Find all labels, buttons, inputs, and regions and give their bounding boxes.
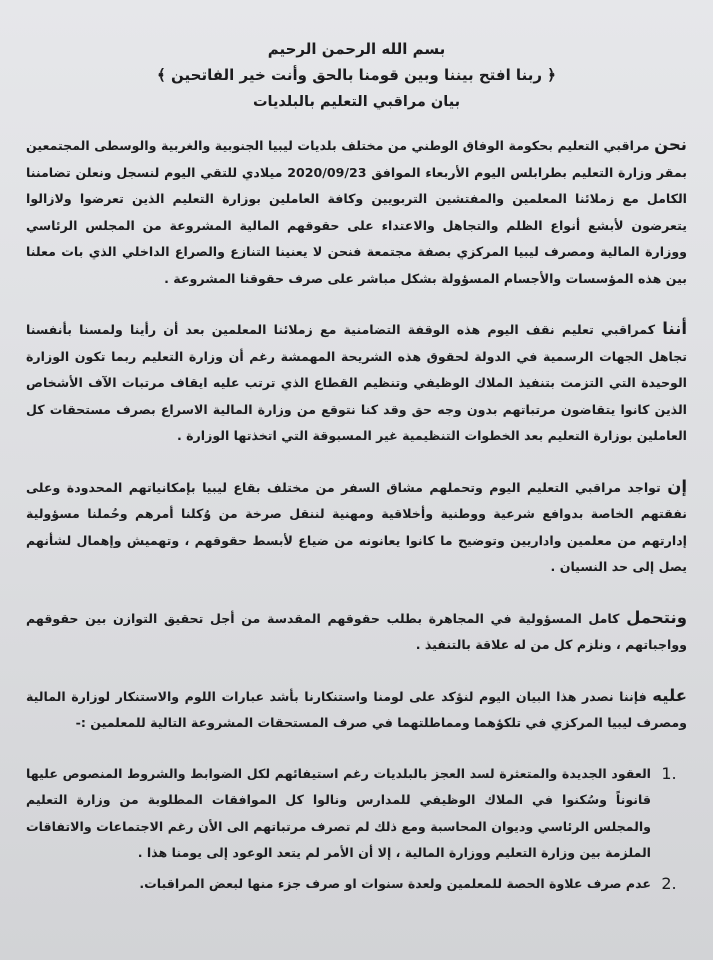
list-item [26, 871, 687, 898]
demands-list [26, 761, 687, 898]
paragraph-4 [26, 605, 687, 659]
paragraph-2 [26, 316, 687, 450]
paragraph-1-lead: نحن [654, 135, 687, 154]
paragraph-1-text: مراقبي التعليم بحكومة الوفاق الوطني من مختلف بلديات ليبيا الجنوبية والغربية والوسطى المجتمعين بمقر وزارة التعليم بطرابلس اليوم الأربعاء الموافق 2020/09/23 ميلادي للتقي اليوم لنسجل ونعلن تضامننا الكامل مع زملائنا المعلمين والمفتشين التربويين وكافة العاملين بوزارة التعليم الذين تعرضوا ولازالوا يتعرضون لأبشع أنواع الظلم والتجاهل والاعتداء على حقوقهم المالية المشروعة من المجلس الرئاسي ووزارة المالية ومصرف ليبيا المركزي بصفة مجتمعة فنحن لا يعنينا التنازع والصراع الداخلي الذي بات معلنا بين هذه المؤسسات والأجسام المسؤولة بشكل مباشر على صرف حقوقنا المشروعة . [26, 138, 687, 286]
paragraph-5-text: فإننا نصدر هذا البيان اليوم لنؤكد على لومنا واستنكارنا بأشد عبارات اللوم والاستنكار لوزارة المالية ومصرف ليبيا المركزي في تلكؤهما ومماطلتهما في صرف المستحقات المشروعة التالية للمعلمين :- [26, 688, 687, 730]
paragraph-3 [26, 474, 687, 581]
document-header [26, 40, 687, 110]
paragraph-5-lead: عليه [652, 685, 687, 705]
list-item [26, 761, 687, 867]
paragraph-5 [26, 683, 687, 737]
paragraph-2-lead: أننا [662, 319, 687, 338]
basmala-heading: بسم الله الرحمن الرحيم [267, 40, 446, 58]
list-item-text: عدم صرف علاوة الحصة للمعلمين ولعدة سنوات او صرف جزء منها لبعض المراقبات. [139, 875, 651, 891]
paragraph-4-lead: ونتحمل [626, 607, 687, 627]
list-item-text: العقود الجديدة والمتعثرة لسد العجز بالبلديات رغم استيفائهم لكل الضوابط والشروط المنصوص عليها قانوناً وسُكنوا في الملاك الوظيفي للمدارس ونالوا كل الموافقات المطلوبة من وزارة التعليم والمجلس الرئاسي وديوان المحاسبة ومع ذلك لم تصرف مرتباتهم الى الأن رغم الاجتماعات والاتفاقات الملزمة بين وزارة التعليم ووزارة المالية ، إلا أن الأمر لم يتعد الوعود إلى يومنا هذا . [26, 765, 651, 860]
quran-verse: ﴿ ربنا افتح بيننا وبين قومنا بالحق وأنت خير الفاتحين ﴾ [157, 66, 556, 84]
list-item-number: 1. [661, 763, 677, 783]
paragraph-2-text: كمراقبي تعليم نقف اليوم هذه الوقفة التضامنية مع زملائنا المعلمين بعد أن رأينا ولمسنا بأنفسنا تجاهل الجهات الرسمية في الدولة لحقوق هذه الشريحة المهمشة رغم أن وزارة التعليم ربما تكون الوزارة الوحيدة التي التزمت بتنفيذ الملاك الوظيفي وتنظيم القطاع الذي ترتب عليه ايقاف مرتبات الآف الأشخاص الذين كانوا يتقاضون مرتباتهم بدون وجه حق وقد كنا نتوقع من وزارة المالية الاسراع بصرف مستحقات كل العاملين بوزارة التعليم بعد الخطوات التنظيمية غير المسبوقة التي اتخذتها الوزارة . [26, 322, 687, 443]
paragraph-3-lead: إن [667, 476, 687, 496]
statement-title: بيان مراقبي التعليم بالبلديات [252, 94, 461, 110]
paragraph-3-text: تواجد مراقبي التعليم اليوم وتحملهم مشاق السفر من مختلف بقاع ليبيا بإمكانياتهم المحدودة وعلى نفقتهم الخاصة بدوافع شرعية ووطنية وأخلاقية ومهنية لننقل صرخة من وُكلنا أمرهم وحُملنا مسؤولية إدارتهم من معلمين واداريين وتوضيح ما كانوا يعانونه من ضياع لأبسط حقوقهم ، وتهميش وإهمال لشأنهم يصل إلى حد النسيان . [26, 479, 687, 574]
paragraph-4-text: كامل المسؤولية في المجاهرة بطلب حقوقهم المقدسة من أجل تحقيق التوازن بين حقوقهم وواجباتهم ، ونلزم كل من له علاقة بالتنفيذ . [26, 610, 687, 652]
list-item-number: 2. [661, 873, 677, 893]
paragraph-1 [26, 132, 687, 292]
